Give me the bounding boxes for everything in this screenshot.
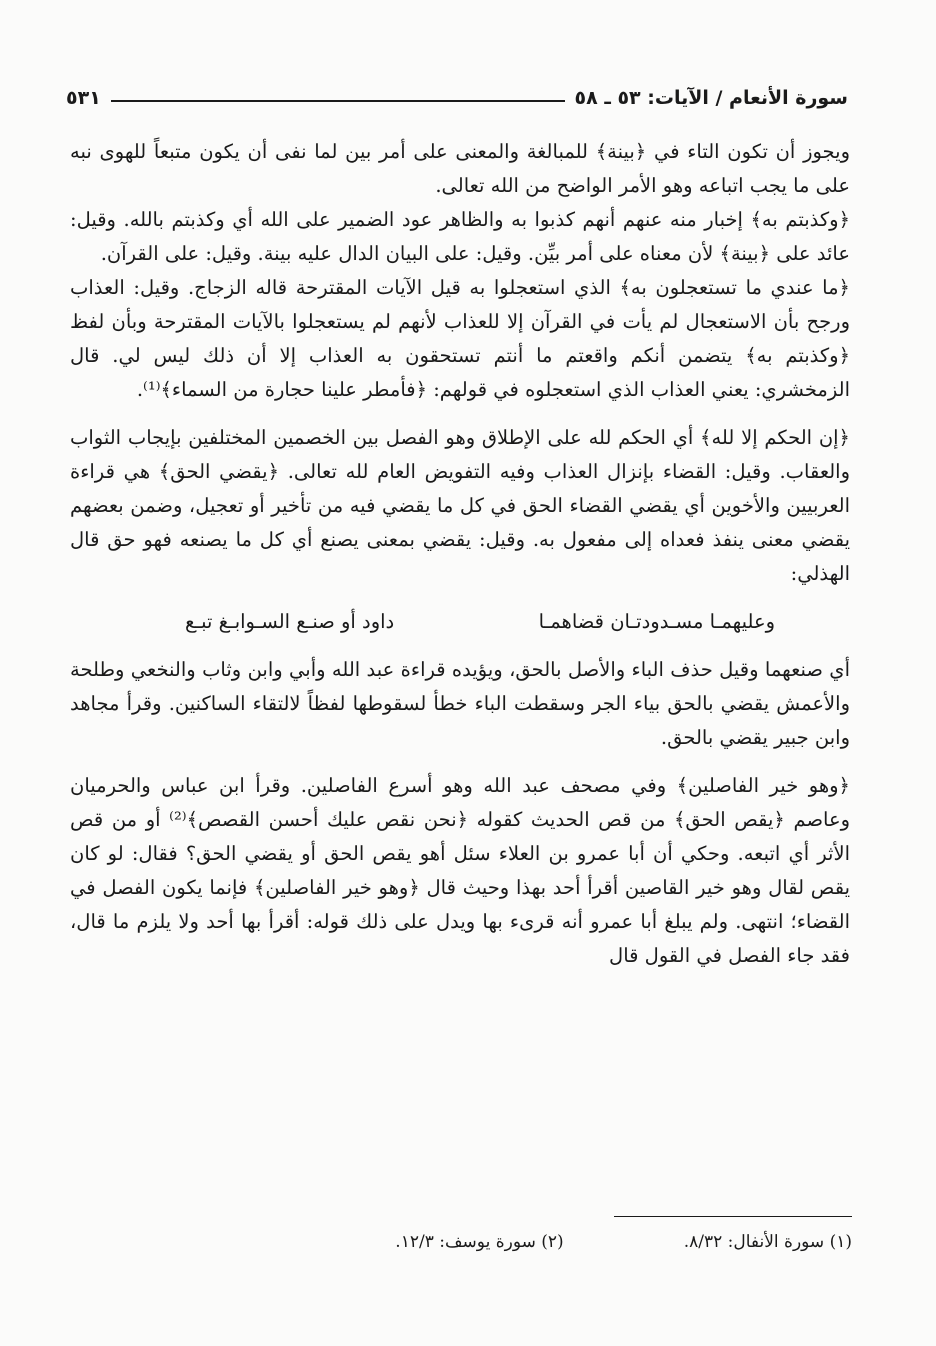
main-text xyxy=(70,135,850,973)
paragraph: ﴿إن الحكم إلا لله﴾ أي الحكم لله على الإطلاق وهو الفصل بين الخصمين المختلفين بإيجاب الثواب والعقاب. وقيل: القضاء بإنزال العذاب وفيه التفويض العام لله تعالى. ﴿يقضي الحق﴾ هي قراءة العربيين والأخوين أي يقضي القضاء الحق في كل ما يقضي فيه من تأخير أو تعجيل، وضمن بعضهم يقضي معنى ينفذ فعداه إلى مفعول به. وقيل: يقضي بمعنى يصنع أي كل ما يصنعه فهو حق قال الهذلي: xyxy=(70,426,850,585)
paragraph: أي صنعهما وقيل حذف الباء والأصل بالحق، ويؤيده قراءة عبد الله وأبي وابن وثاب والنخعي وطلحة والأعمش يقضي بالحق بياء الجر وسقطت الباء خطأ لسقوطها لفظاً لالتقاء الساكنين. وقرأ مجاهد وابن جبير يقضي بالحق. xyxy=(70,658,850,749)
page-header xyxy=(66,82,848,114)
verse-second-hemistich: داود أو صنـع السـوابـغ تبـع xyxy=(185,610,395,633)
footnote-separator xyxy=(614,1216,852,1217)
paragraph: ﴿وكذبتم به﴾ إخبار منه عنهم أنهم كذبوا به والظاهر عود الضمير على الله أي وكذبتم بالله. وقيل: عائد على ﴿بينة﴾ لأن معناه على أمر بيِّن. وقيل: على البيان الدال عليه بينة. وقيل: على القرآن. xyxy=(70,208,850,265)
running-title: سورة الأنعام / الآيات: ٥٣ ـ ٥٨ xyxy=(574,87,848,109)
verse-first-hemistich: وعليهمـا مسـدودتـان قضاهمـا xyxy=(538,610,775,633)
poetry-verse xyxy=(185,605,775,639)
footnotes xyxy=(212,1232,852,1252)
paragraph: ويجوز أن تكون التاء في ﴿بينة﴾ للمبالغة والمعنى على أمر بين لما نفى أن يكون متبعاً للهوى نبه على ما يجب اتباعه وهو الأمر الواضح من الله تعالى. xyxy=(70,140,850,197)
header-rule xyxy=(111,100,565,102)
footnote: (١) سورة الأنفال: ٨/٣٢. xyxy=(683,1232,852,1252)
paragraph: ﴿وهو خير الفاصلين﴾ وفي مصحف عبد الله وهو أسرع الفاصلين. وقرأ ابن عباس والحرميان وعاصم ﴿يقص الحق﴾ من قص الحديث كقوله ﴿نحن نقص عليك أحسن القصص﴾⁽²⁾ أو من قص الأثر أي اتبعه. وحكي أن أبا عمرو بن العلاء سئل أهو يقص الحق أو يقضي الحق؟ فقال: لو كان يقص لقال وهو خير القاصين أقرأ أحد بهذا وحيث قال ﴿وهو خير الفاصلين﴾ فإنما يكون الفصل في القضاء؛ انتهى. ولم يبلغ أبا عمرو أنه قرىء بها ويدل على ذلك قوله: أقرأ بها أحد ولا يلزم ما قال، فقد جاء الفصل في القول قال xyxy=(70,774,850,967)
paragraph: ﴿ما عندي ما تستعجلون به﴾ الذي استعجلوا به قيل الآيات المقترحة قاله الزجاج. وقيل: العذاب ورجح بأن الاستعجال لم يأت في القرآن إلا للعذاب لأنهم لم يستعجلوا بالآيات المقترحة وبأن لفظ ﴿وكذبتم به﴾ يتضمن أنكم واقعتم ما أنتم تستحقون به العذاب إلا أن ذلك ليس لي. قال الزمخشري: يعني العذاب الذي استعجلوه في قولهم: ﴿فأمطر علينا حجارة من السماء﴾⁽¹⁾. xyxy=(70,276,850,401)
page-number: ٥٣١ xyxy=(66,87,101,109)
footnote: (٢) سورة يوسف: ١٢/٣. xyxy=(395,1232,564,1252)
